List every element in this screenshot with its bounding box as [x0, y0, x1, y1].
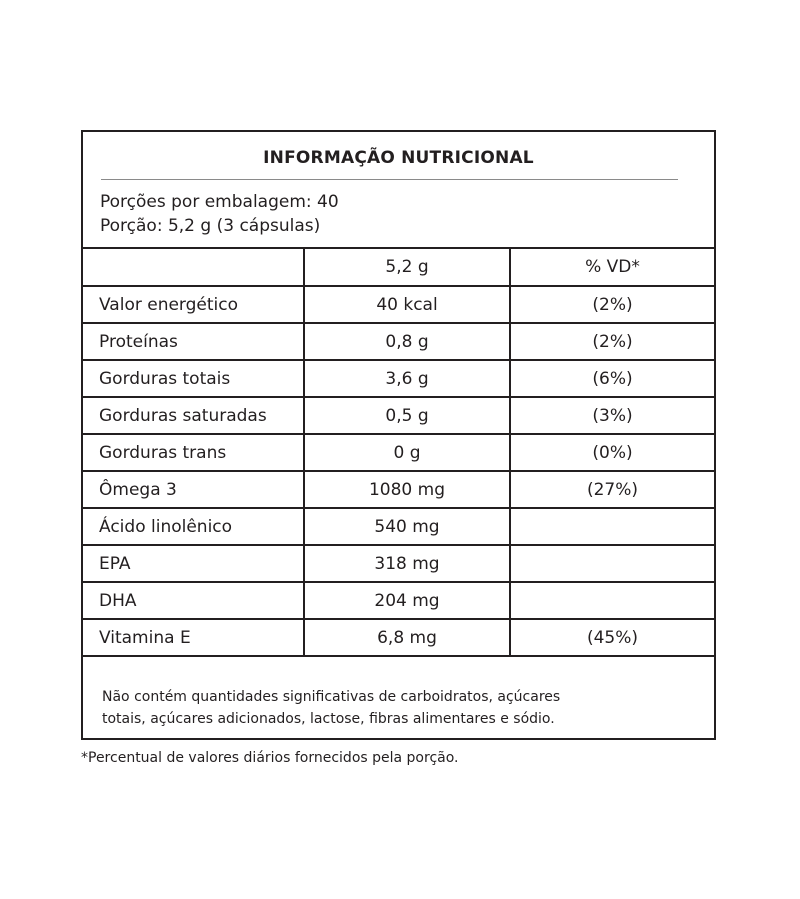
- nutrient-table: [83, 249, 714, 657]
- nutrient-name: EPA: [83, 545, 304, 582]
- nutrient-name: Proteínas: [83, 323, 304, 360]
- nutrient-name: DHA: [83, 582, 304, 619]
- note-line: totais, açúcares adicionados, lactose, fibras alimentares e sódio.: [102, 711, 555, 727]
- nutrient-name: Vitamina E: [83, 619, 304, 656]
- nutrient-daily-value: (3%): [510, 397, 714, 434]
- table-row: [83, 545, 714, 582]
- nutrition-facts-label: [81, 130, 716, 740]
- table-row: [83, 397, 714, 434]
- nutrient-daily-value: (2%): [510, 286, 714, 323]
- nutrient-name: Ômega 3: [83, 471, 304, 508]
- nutrient-name: Valor energético: [83, 286, 304, 323]
- nutrient-daily-value: (6%): [510, 360, 714, 397]
- serving-size: Porção: 5,2 g (3 cápsulas): [100, 216, 321, 236]
- nutrient-amount: 318 mg: [304, 545, 510, 582]
- note-line: Não contém quantidades significativas de carboidratos, açúcares: [102, 689, 561, 705]
- nutrient-daily-value: (0%): [510, 434, 714, 471]
- label-header: [83, 132, 714, 249]
- nutrient-amount: 0,8 g: [304, 323, 510, 360]
- table-row: [83, 582, 714, 619]
- title-divider: [101, 179, 678, 180]
- nutrient-name: Gorduras trans: [83, 434, 304, 471]
- table-row: [83, 434, 714, 471]
- nutrient-name: Ácido linolênico: [83, 508, 304, 545]
- nutrient-daily-value: [510, 508, 714, 545]
- table-header-row: [83, 249, 714, 286]
- column-header-daily-value: % VD*: [510, 249, 714, 286]
- nutrient-daily-value: (45%): [510, 619, 714, 656]
- nutrient-name: Gorduras saturadas: [83, 397, 304, 434]
- nutrient-daily-value: (27%): [510, 471, 714, 508]
- table-row: [83, 508, 714, 545]
- nutrient-name: Gorduras totais: [83, 360, 304, 397]
- column-header-nutrient: [83, 249, 304, 286]
- table-row: [83, 286, 714, 323]
- nutrient-amount: 0,5 g: [304, 397, 510, 434]
- nutrient-amount: 0 g: [304, 434, 510, 471]
- column-header-amount: 5,2 g: [304, 249, 510, 286]
- nutrient-amount: 540 mg: [304, 508, 510, 545]
- daily-value-footnote: *Percentual de valores diários fornecidos pela porção.: [81, 750, 459, 766]
- table-row: [83, 619, 714, 656]
- nutrient-daily-value: [510, 545, 714, 582]
- nutrient-amount: 40 kcal: [304, 286, 510, 323]
- nutrient-daily-value: [510, 582, 714, 619]
- servings-per-package: Porções por embalagem: 40: [100, 192, 339, 212]
- nutrient-amount: 3,6 g: [304, 360, 510, 397]
- table-row: [83, 471, 714, 508]
- not-significant-note: [102, 686, 702, 730]
- table-row: [83, 323, 714, 360]
- serving-info: [100, 190, 339, 238]
- nutrient-daily-value: (2%): [510, 323, 714, 360]
- nutrient-amount: 1080 mg: [304, 471, 510, 508]
- label-title: INFORMAÇÃO NUTRICIONAL: [263, 148, 534, 168]
- table-row: [83, 360, 714, 397]
- nutrient-amount: 204 mg: [304, 582, 510, 619]
- nutrient-amount: 6,8 mg: [304, 619, 510, 656]
